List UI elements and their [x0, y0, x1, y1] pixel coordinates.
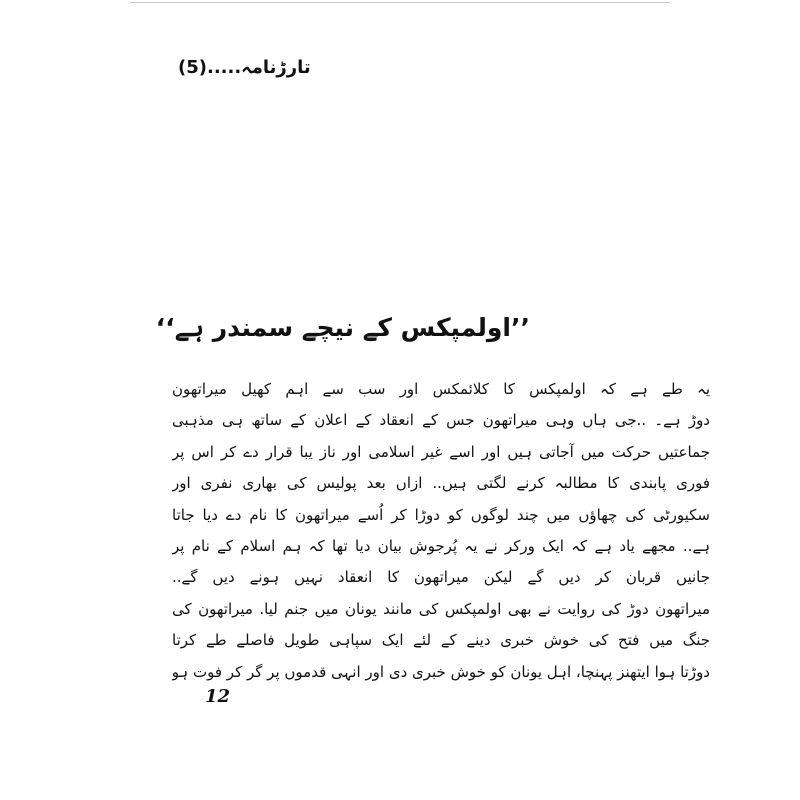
body-line: فوری پابندی کا مطالبہ کرنے لگتی ہیں.. ازاں بعد پولیس کی بھاری نفری اور — [172, 474, 710, 493]
body-line: ہے.. مجھے یاد ہے کہ ایک ورکر نے یہ پُرجوش بیان دیا تھا کہ ہم اسلام کے نام پر — [172, 536, 710, 555]
body-line: دوڑ ہے۔ ..جی ہاں وہی میراتھون جس کے انعقاد کے اعلان کے ساتھ ہی مذہبی — [172, 411, 710, 430]
body-line: جماعتیں حرکت میں آجاتی ہیں اور اسے غیر اسلامی اور ناز یبا قرار دے کر اس پر — [172, 442, 710, 461]
page-number: 12 — [205, 686, 231, 707]
body-line: یہ طے ہے کہ اولمپکس کا کلائمکس اور سب سے اہم کھیل میراتھون — [172, 380, 710, 398]
body-line: سکیورٹی کی چھاؤں میں چند لوگوں کو دوڑا کر اُسے میراتھون کا نام دے دیا جاتا — [172, 505, 710, 524]
body-text — [172, 374, 710, 688]
body-line: دوڑتا ہوا ایتھنز پہنچا، اہل یونان کو خوش خبری دی اور انہی قدموں پر گر کر فوت ہو — [172, 662, 710, 681]
body-line: جانیں قربان کر دیں گے لیکن میراتھون کا انعقاد نہیں ہونے دیں گے.. — [172, 568, 710, 587]
body-line: میراتھون دوڑ کی روایت نے بھی اولمپکس کی مانند یونان میں جنم لیا. میراتھون کی — [172, 599, 710, 618]
page-top-edge — [130, 2, 670, 3]
chapter-title: ’’اولمپکس کے نیچے سمندر ہے‘‘ — [155, 313, 530, 342]
body-line: جنگ میں فتح کی خوش خبری دینے کے لئے ایک سپاہی طویل فاصلے طے کرتا — [172, 631, 710, 650]
running-head: تارڑنامہ.....(5) — [178, 57, 311, 78]
